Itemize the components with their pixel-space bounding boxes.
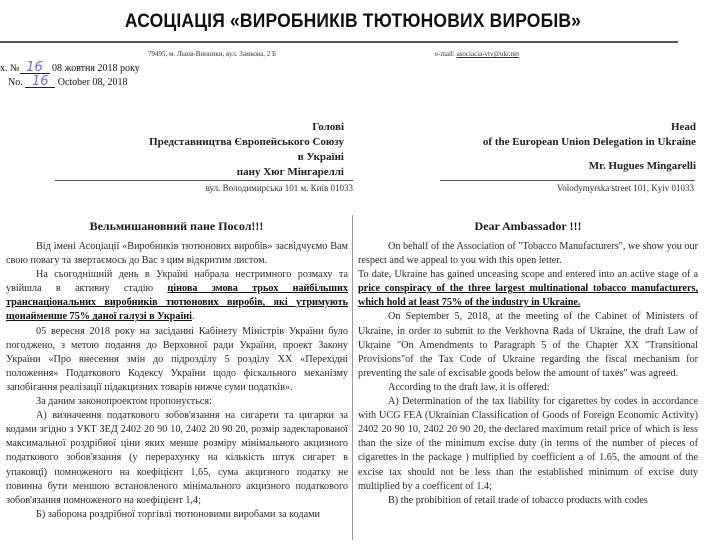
email-link[interactable]: asociacia-vtv@ukr.net [456,50,520,58]
letterhead-address: 79495, м. Львів-Винники, вул. Замкова, 2 Б [148,50,276,58]
letterhead-rule [0,41,678,43]
outgoing-date-en: October 08, 2018 [57,77,128,88]
handwritten-number-ua: 16 [20,63,50,74]
paragraph-en: According to the draft law, it is offered: [388,381,550,393]
recipient-ua-street: вул. Володимирська 101 м. Київ 01033 [205,183,353,193]
greeting-ua: Вельмишановний пане Посол!!! [89,219,264,233]
paragraph-en-text: To date, Ukraine has gained unceasing scope and entered into an active stage of a [358,269,698,281]
outgoing-number-ua [0,60,140,75]
recipient-ua-line: пану Хюг Мінгареллі [236,166,344,178]
paragraph-ua [6,268,348,324]
greeting-en: Dear Ambassador !!! [474,219,582,233]
recipient-en-street: Volodymyrska street 101, Kyiv 01033 [556,183,694,193]
handwritten-number-en: 16 [25,77,55,88]
recipient-block-en [296,120,696,174]
outgoing-prefix-en: No. [8,77,23,88]
paragraph-en [358,268,698,310]
paragraph-ua-text: На сьогоднішній день в Україні набрала нестримного розмаху та увійшла в активну стадію [6,269,348,295]
body-column-en [358,240,698,508]
paragraph-ua-end: . [191,311,195,323]
column-divider [352,215,353,540]
paragraph-en: B) the prohibition of retail trade of tobacco products with codes [388,494,648,506]
paragraph-ua: Б) заборона роздрібної торгівлі тютюновими виробами за кодами [36,508,320,520]
highlighted-claim-ua: цінова змова трьох найбільших транснаціональних виробників тютюнових виробів, які утримують щонайменше 75% даної галузі в Україні [6,283,348,323]
paragraph-ua: А) визначення податкового зобов'язання на сигарети та цигарки за кодами згідно з УКТ ЗЕД 2402 20 90 10, 2402 20 90 20, розмір задекларованої максимальної роздрібної ціни яких менше розміру мінімального акцизного податкового зобов'язання (у перерахунку на кількість штук сигарет в упаковці) помноженого на коефіцієнт 1,65, сума акцизного податку не повинна бути меншою встановленого мінімального акцизного податкового зобов'язання помноженого на коефіцієнт 1,4; [6,410,348,506]
recipient-ua-line: в Україні [297,151,344,163]
recipient-ua-line: Голові [312,121,344,133]
letterhead-email [435,50,519,58]
paragraph-ua: 05 вересня 2018 року на засіданні Кабінету Міністрів України було погоджено, з метою подання до Верховної ради України, проект Закону України «Про внесення змін до підрозділу 5 розділу XX «Перехідні положення» Податкового Кодексу України щодо фіскального механізму запобігання реалізації підакцизних товарів нижче суми податків». [6,325,348,393]
highlighted-claim-en: price conspiracy of the three largest multinational tobacco manufacturers, which hold at least 75% of the industry in Ukraine. [358,283,698,309]
paragraph-en: On behalf of the Association of "Tobacco Manufacturers", we show you our respect and we appeal to you with this open letter. [358,241,698,267]
recipient-ua-rule [55,180,353,181]
letterhead-title: АСОЦІАЦІЯ «ВИРОБНИКІВ ТЮТЮНОВИХ ВИРОБІВ» [124,11,582,32]
paragraph-ua: Від імені Асоціації «Виробників тютюнових виробів» засвідчуємо Вам свою повагу та звертаємось до Вас з цим відкритим листом. [6,241,348,267]
recipient-en-line: Head [670,121,696,133]
recipient-ua-line: Представництва Європейського Союзу [149,136,344,148]
paragraph-en: On September 5, 2018, at the meeting of the Cabinet of Ministers of Ukraine, in order to submit to the Verkhovna Rada of Ukraine, the draft Law of Ukraine "On Amendments to Paragraph 5 of the Chapter XX "Transitional Provisions"of the Tax Code of Ukraine regarding the fiscal mechanism for preventing the sale of excisable goods below the amount of taxes" was agreed. [358,311,698,379]
recipient-en-rule [440,180,695,181]
outgoing-date-ua: 08 жовтня 2018 року [52,63,140,74]
recipient-en-line: Mr. Hugues Mingarelli [588,160,696,172]
outgoing-number-en [8,74,128,89]
outgoing-prefix-ua: х. № [0,63,20,74]
paragraph-ua: За даним законопроектом пропонується: [36,396,212,408]
recipient-en-line: of the European Union Delegation in Ukraine [482,136,696,148]
email-label: e-mail: [435,50,455,58]
paragraph-en: A) Determination of the tax liability for cigarettes by codes in accordance with UCG FEA (Ukrainian Classification of Goods of Foreign Economic Activity) 2402 20 90 10, 2402 20 90 20, the declared maximum retail price of which is less than the size of the minimum excise duty (in terms of the number of pieces of cigarettes in the package ) multiplied by coefficient a of 1.65, the amount of the excise tax should not be less than the established minimum of excise duty multiplied by a coefficent of 1.4; [358,396,698,492]
body-column-ua [6,240,348,522]
